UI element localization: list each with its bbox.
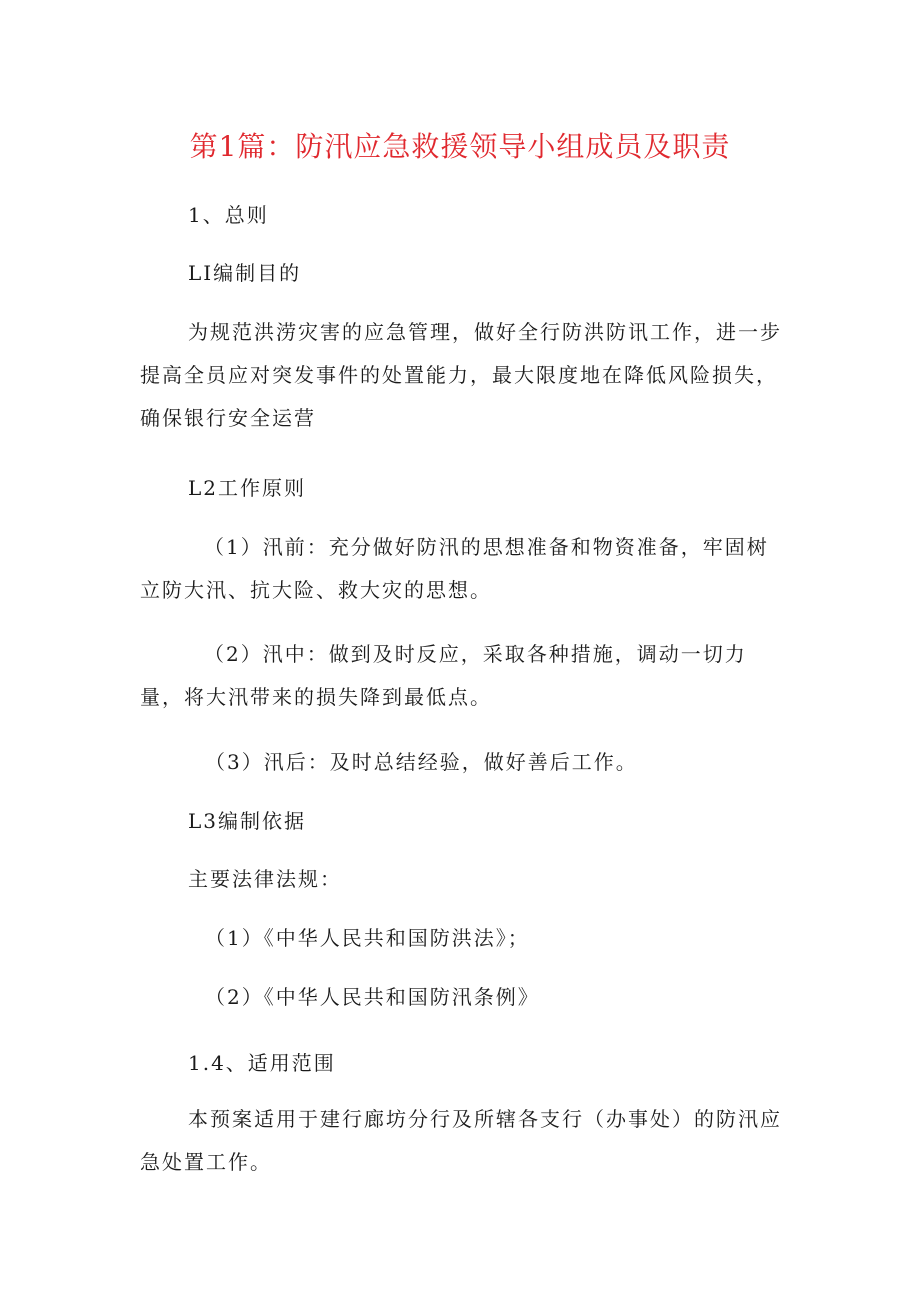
section-heading-scope: 1.4、适用范围	[188, 1051, 336, 1075]
document-title: 第1篇：防汛应急救援领导小组成员及职责	[189, 130, 731, 163]
paragraph-principle-after-flood: （3）汛后：及时总结经验，做好善后工作。	[205, 750, 638, 774]
paragraph-scope: 本预案适用于建行廊坊分行及所辖各支行（办事处）的防汛应急处置工作。	[140, 1107, 782, 1174]
paragraph-principle-before-flood: （1）汛前：充分做好防汛的思想准备和物资准备，牢固树立防大汛、抗大险、救大灾的思想。	[140, 535, 769, 602]
paragraph-principle-during-flood: （2）汛中：做到及时反应，采取各种措施，调动一切力量，将大汛带来的损失降到最低点。	[140, 642, 747, 709]
section-heading-principles: L2工作原则	[188, 476, 307, 500]
section-heading-general: 1、总则	[188, 203, 269, 227]
section-heading-purpose: LI编制目的	[188, 261, 302, 285]
law-item-flood-control-law: （1）《中华人民共和国防洪法》；	[205, 926, 530, 950]
law-item-flood-prevention-regulations: （2）《中华人民共和国防汛条例》	[205, 985, 540, 1009]
laws-intro: 主要法律法规：	[188, 867, 342, 891]
paragraph-purpose: 为规范洪涝灾害的应急管理，做好全行防洪防讯工作，进一步提高全员应对突发事件的处置能力，最大限度地在降低风险损失，确保银行安全运营	[140, 320, 782, 430]
section-heading-basis: L3编制依据	[188, 809, 307, 833]
